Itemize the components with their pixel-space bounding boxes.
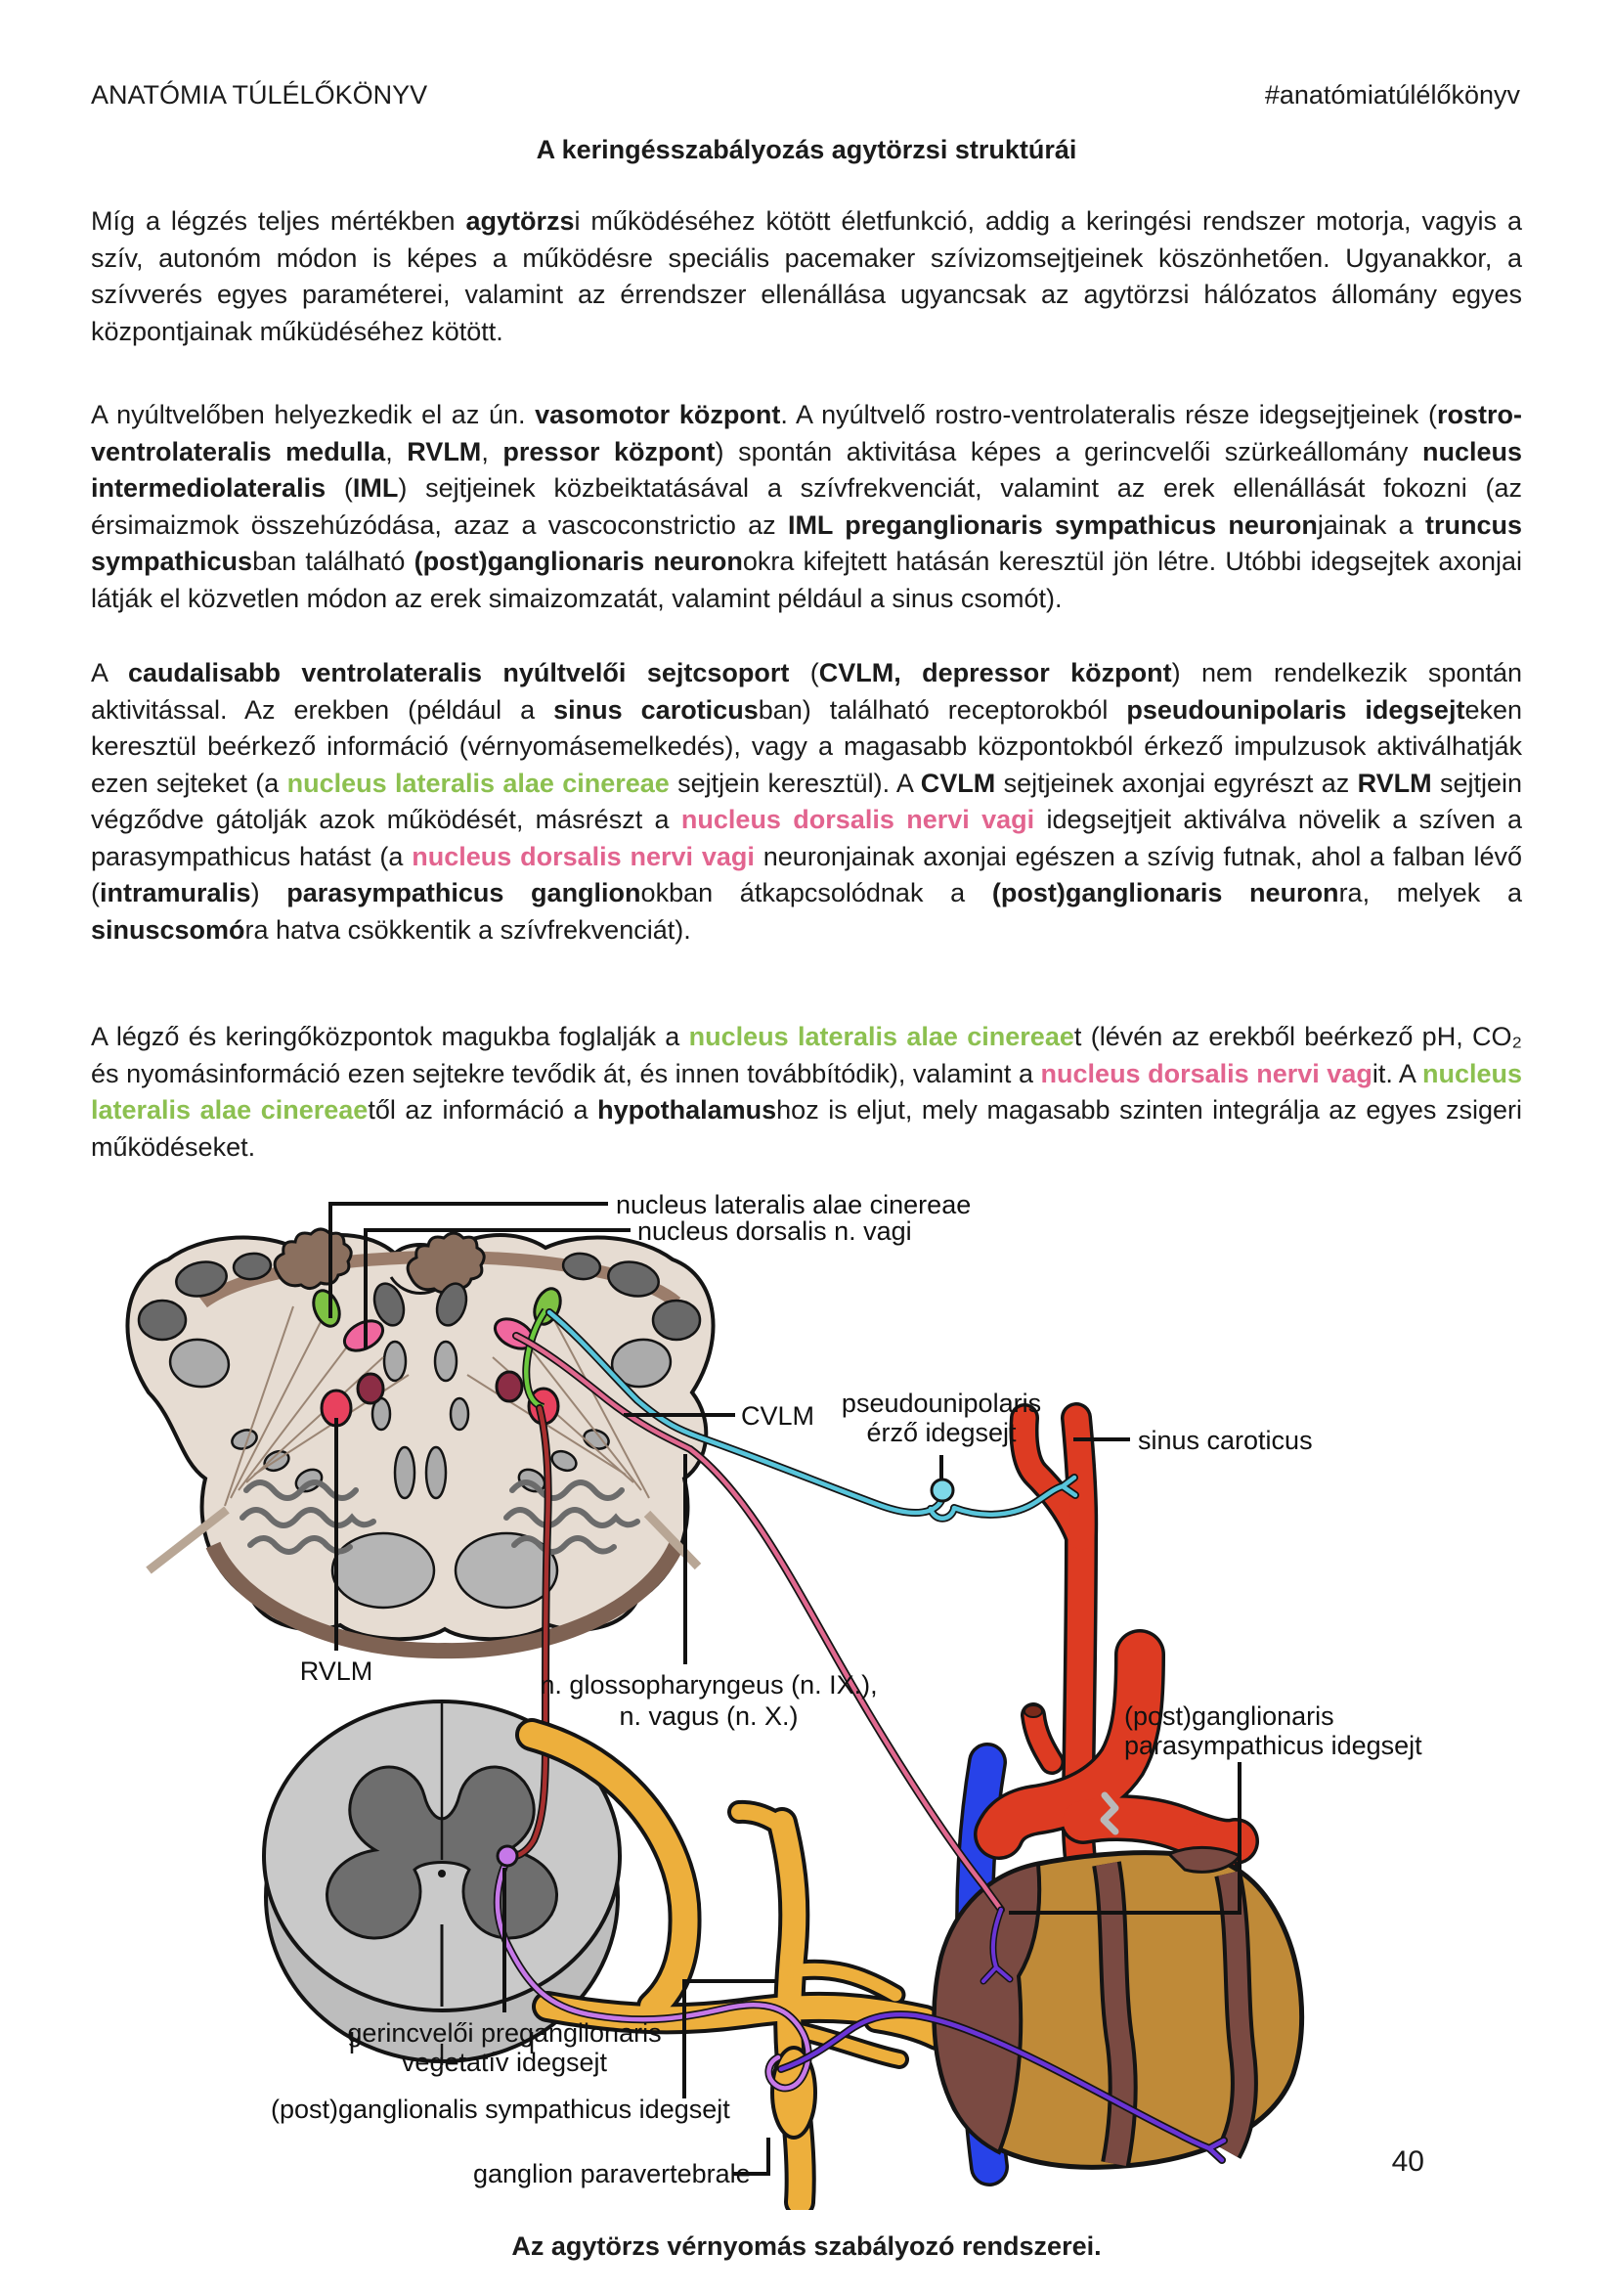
label-rvlm: RVLM	[299, 1656, 373, 1686]
cvlm-nucleus-right	[497, 1372, 522, 1401]
label-preganglionaris-2: vegetatív idegsejt	[401, 2048, 608, 2077]
label-postganglionaris-para-1: (post)ganglionaris	[1124, 1701, 1334, 1731]
brainstem-cross-section	[127, 1229, 713, 1651]
figure-caption: Az agytörzs vérnyomás szabályozó rendszerei.	[511, 2231, 1102, 2261]
label-nucleus-dorsalis: nucleus dorsalis n. vagi	[637, 1216, 912, 1246]
label-pseudounipolaris-2: érző idegsejt	[866, 1418, 1017, 1447]
header-right: #anatómiatúlélőkönyv	[1264, 80, 1520, 110]
page-title: A keringésszabályozás agytörzsi struktúrái	[536, 135, 1077, 164]
pseudounipolar-cell-body	[932, 1479, 953, 1501]
header-left: ANATÓMIA TÚLÉLŐKÖNYV	[91, 80, 428, 110]
label-postganglionaris-para-2: parasympathicus idegsejt	[1124, 1731, 1422, 1760]
arterial-ligament	[1104, 1795, 1115, 1832]
paragraph-2: A nyúltvelőben helyezkedik el az ún. vasomotor központ. A nyúltvelő rostro-ventrolateralis része idegsejtjeinek (rostro-ventrolateralis medulla, RVLM, pressor központ) spontán aktivitása képes a gerincvelői szürkeállomány nucleus intermediolateralis (IML) sejtjeinek közbeiktatásával a szívfrekvenciát, valamint az erek ellenállását fokozni (az érsimaizmok összehúzódása, azaz a vascoconstrictio az IML preganglionaris sympathicus neuronjainak a truncus sympathicusban található (post)ganglionaris neuronokra kifejtett hatásán keresztül jön létre. Utóbbi idegsejtek axonjai látják el közvetlen módon az erek simaizomzatát, valamint például a sinus csomót).	[91, 400, 1523, 613]
anatomical-figure	[0, 1188, 1612, 2210]
cvlm-nucleus-left	[358, 1374, 383, 1403]
label-postganglionalis-symp: (post)ganglionalis sympathicus idegsejt	[271, 2095, 730, 2124]
label-glossopharyngeus-2: n. vagus (n. X.)	[619, 1701, 799, 1731]
label-ganglion-paravertebrale: ganglion paravertebrale	[473, 2159, 751, 2188]
label-preganglionaris-1: gerincvelői preganglionaris	[347, 2018, 662, 2048]
label-cvlm: CVLM	[741, 1401, 815, 1431]
central-canal	[438, 1870, 446, 1877]
label-glossopharyngeus-1: n. glossopharyngeus (n. IX.),	[540, 1670, 878, 1700]
label-sinus-caroticus: sinus caroticus	[1138, 1426, 1313, 1455]
paragraph-1: Míg a légzés teljes mértékben agytörzsi működéséhez kötött életfunkció, addig a keringési rendszer motorja, vagyis a szív, autonóm módon is képes a működésre speciális pacemaker szívizomsejtjeinek köszönhetően. Ugyanakkor, a szívverés egyes paraméterei, valamint az érrendszer ellenállása ugyancsak az agytörzsi hálózatos állomány egyes központjainak műküdéséhez kötött.	[91, 206, 1522, 346]
label-nucleus-lateralis: nucleus lateralis alae cinereae	[616, 1190, 972, 1219]
paragraph-4: A légző és keringőközpontok magukba foglalják a nucleus lateralis alae cinereaet (lévén az erekből beérkező pH, CO₂ és nyomásinformáció ezen sejtekre tevődik át, és innen továbbítódik), valamint a nucleus dorsalis nervi vagit. A nucleus lateralis alae cinereaetől az információ a hypothalamushoz is eljut, mely magasabb szinten integrálja az egyes zsigeri működéseket.	[91, 1022, 1523, 1162]
paragraph-3: A caudalisabb ventrolateralis nyúltvelői sejtcsoport (CVLM, depressor központ) nem rendelkezik spontán aktivitással. Az erekben (például a sinus caroticusban) található receptorokból pseudounipolaris idegsejteken keresztül beérkező információ (vérnyomásemelkedés), vagy a magasabb központokból érkező impulzusok aktiválhatják ezen sejteket (a nucleus lateralis alae cinereae sejtjein keresztül). A CVLM sejtjeinek axonjai egyrészt az RVLM sejtjein végződve gátolják azok működését, másrészt a nucleus dorsalis nervi vagi idegsejtjeit aktiválva növelik a szíven a parasympathicus hatást (a nucleus dorsalis nervi vagi neuronjainak axonjai egészen a szívig futnak, ahol a falban lévő (intramuralis) parasympathicus ganglionokban átkapcsolódnak a (post)ganglionaris neuronra, melyek a sinuscsomóra hatva csökkentik a szívfrekvenciát).	[91, 658, 1523, 945]
label-pseudounipolaris-1: pseudounipolaris	[841, 1389, 1042, 1418]
preganglionic-cell-body	[498, 1846, 517, 1866]
page-number: 40	[1391, 2145, 1424, 2178]
